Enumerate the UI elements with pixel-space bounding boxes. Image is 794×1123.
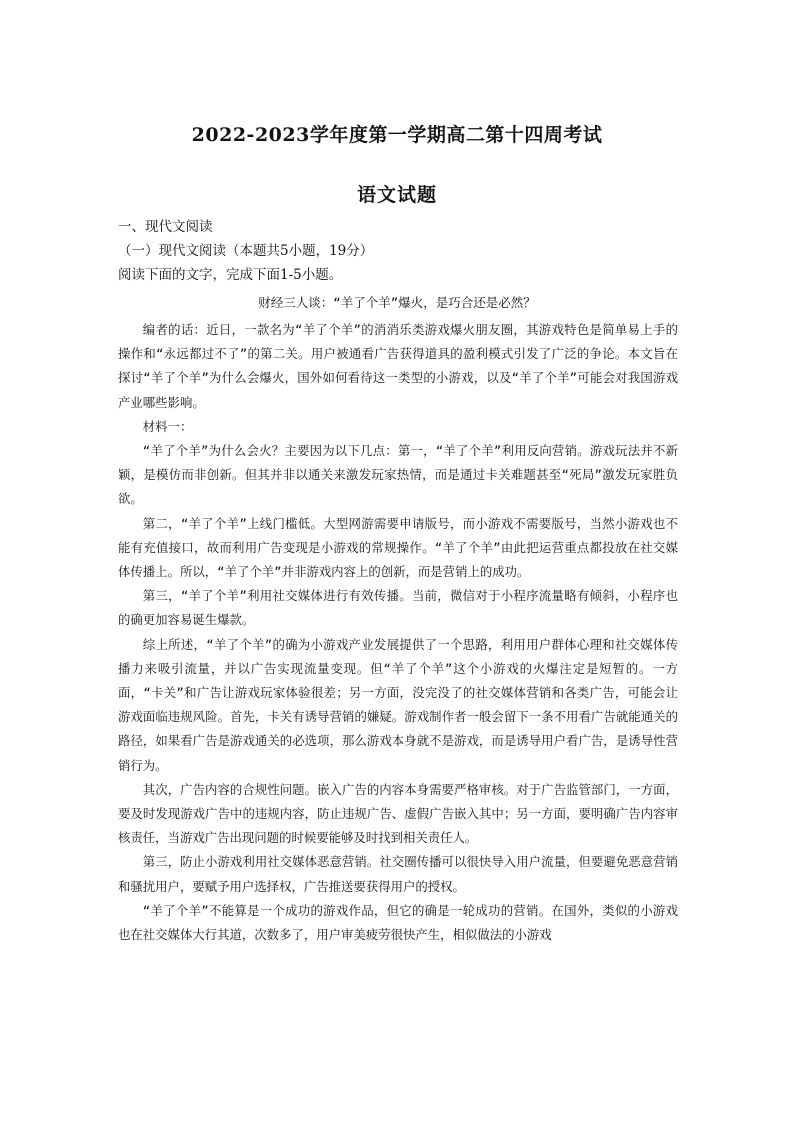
article-paragraph: “羊了个羊”不能算是一个成功的游戏作品，但它的确是一轮成功的营销。在国外，类似的小游戏也在社交媒体大行其道，次数多了，用户审美疲劳很快产生，相似做法的小游戏: [118, 902, 678, 943]
article-paragraph: 综上所述，“羊了个羊”的确为小游戏产业发展提供了一个思路，利用用户群体心理和社交媒体传播力来吸引流量，并以广告实现流量变现。但“羊了个羊”这个小游戏的火爆注定是短暂的。一方面，“卡关”和广告让游戏玩家体验很差；另一方面，没完没了的社交媒体营销和各类广告，可能会让游戏面临违规风险。首先，卡关有诱导营销的嫌疑。游戏制作者一般会留下一条不用看广告就能通关的路径，如果看广告是游戏通关的必选项，那么游戏本身就不是游戏，而是诱导用户看广告，是诱导性营销行为。: [118, 636, 678, 773]
article-paragraph: 其次，广告内容的合规性问题。嵌入广告的内容本身需要严格审核。对于广告监管部门，一方面，要及时发现游戏广告中的违规内容，防止违规广告、虚假广告嵌入其中；另一方面，要明确广告内容审核责任，当游戏广告出现问题的时候要能够及时找到相关责任人。: [118, 781, 678, 846]
section-heading: 一、现代文阅读: [118, 219, 213, 235]
material-label: 材料一：: [142, 418, 193, 434]
editor-note-paragraph: 编者的话：近日，一款名为“羊了个羊”的消消乐类游戏爆火朋友圈，其游戏特色是简单易上手的操作和“永远都过不了”的第二关。用户被通看广告获得道具的盈利模式引发了广泛的争论。本文旨在探讨“羊了个羊”为什么会爆火，国外如何看待这一类型的小游戏，以及“羊了个羊”可能会对我国游戏产业哪些影响。: [118, 322, 678, 410]
section-subheading: （一）现代文阅读（本题共5小题，19分）: [118, 243, 374, 259]
article-paragraph: 第二，“羊了个羊”上线门槛低。大型网游需要申请版号，而小游戏不需要版号，当然小游戏也不能有充值接口，故而利用广告变现是小游戏的常规操作。“羊了个羊”由此把运营重点都投放在社交媒体传播上。所以，“羊了个羊”并非游戏内容上的创新，而是营销上的成功。: [118, 515, 678, 580]
article-body: [118, 318, 678, 947]
article-paragraph: 第三，防止小游戏利用社交媒体恶意营销。社交圈传播可以很快导入用户流量，但要避免恶意营销和骚扰用户，要赋予用户选择权，广告推送要获得用户的授权。: [118, 854, 678, 894]
exam-subject-title: 语文试题: [356, 184, 437, 206]
reading-instruction: 阅读下面的文字，完成下面1-5小题。: [118, 267, 343, 283]
article-paragraph: 第三，“羊了个羊”利用社交媒体进行有效传播。当前，微信对于小程序流量略有倾斜，小程序也的确更加容易诞生爆款。: [118, 588, 678, 628]
exam-title: 2022-2023学年度第一学期高二第十四周考试: [191, 124, 603, 146]
article-paragraph: “羊了个羊”为什么会火？主要因为以下几点：第一，“羊了个羊”利用反向营销。游戏玩法并不新颖，是模仿而非创新。但其并非以通关来激发玩家热情，而是通过卡关难题甚至“死局”激发玩家胜负欲。: [118, 443, 678, 507]
article-title: 财经三人谈：“羊了个羊”爆火，是巧合还是必然？: [258, 295, 536, 310]
